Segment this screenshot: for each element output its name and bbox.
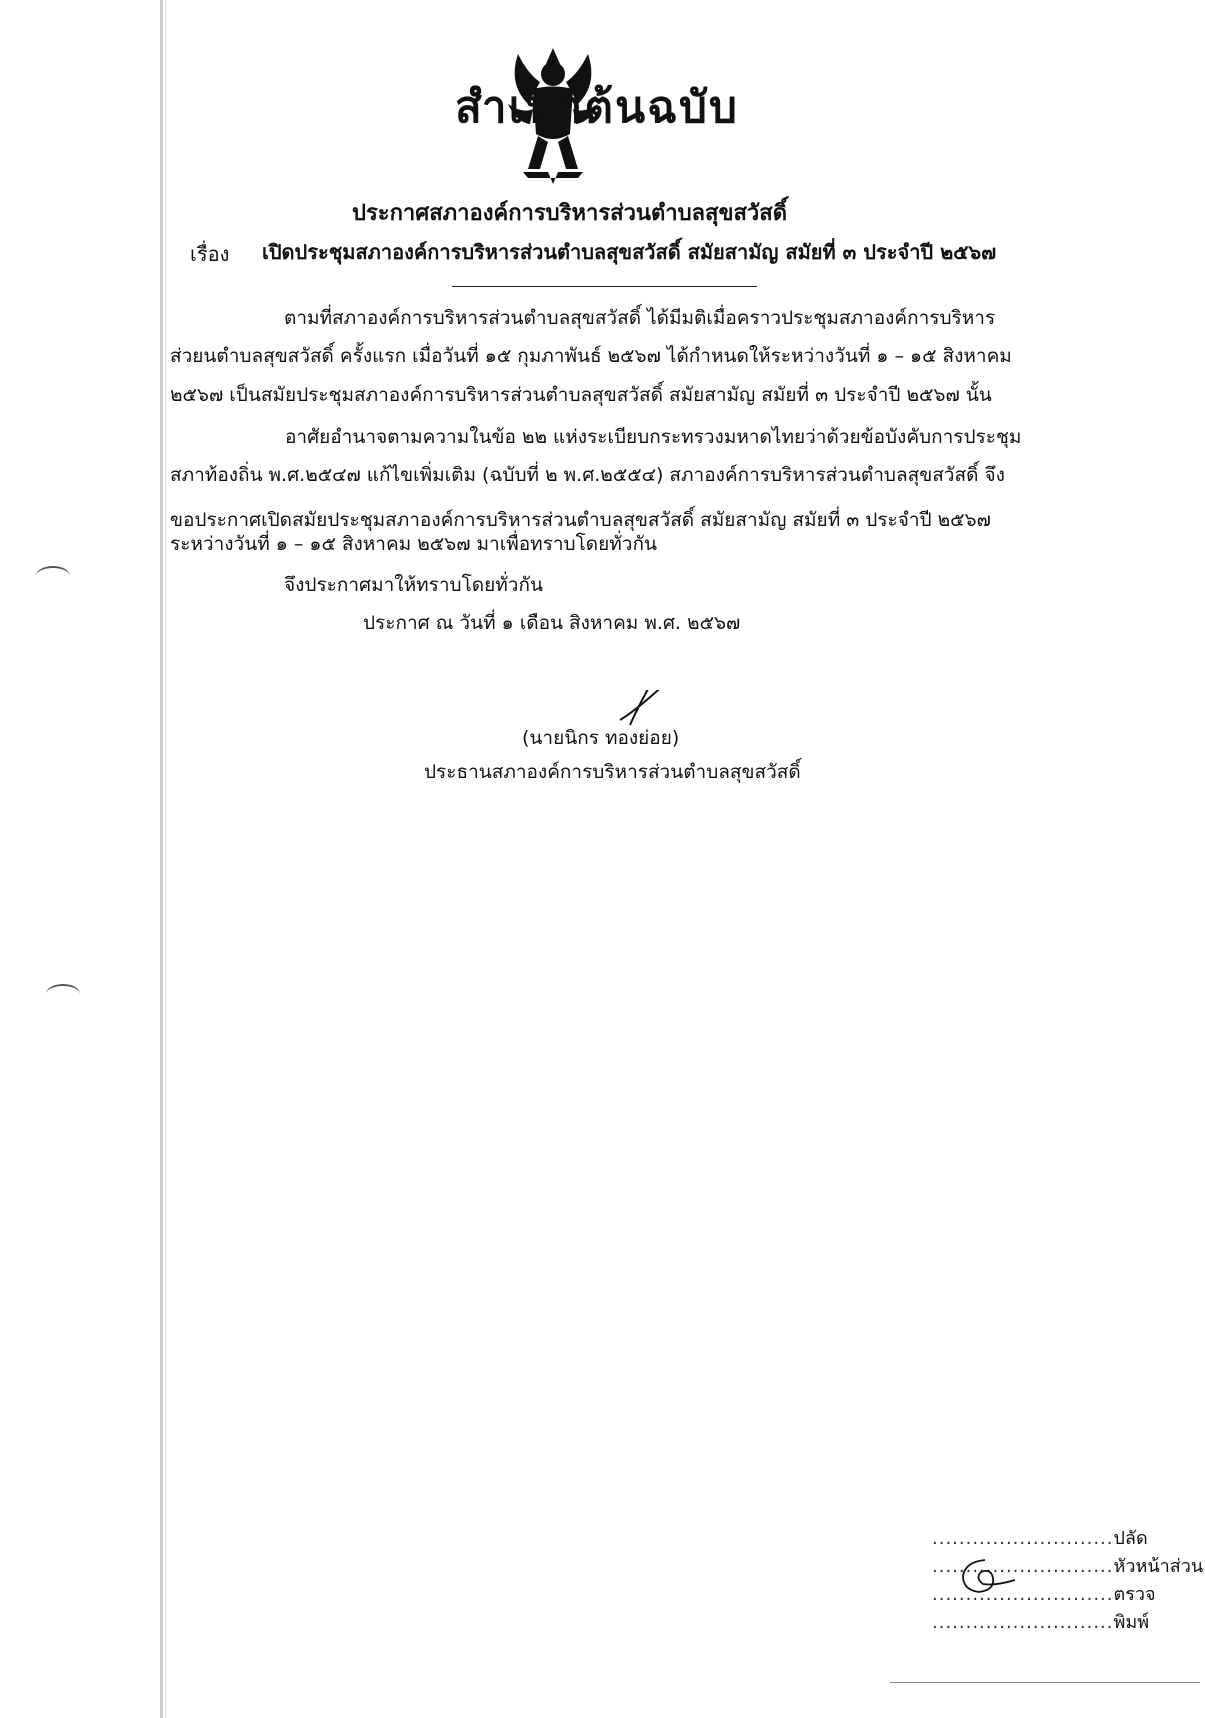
edge-line	[890, 1682, 1200, 1683]
binding-edge	[160, 0, 163, 1718]
body-line: ตามที่สภาองค์การบริหารส่วนตำบลสุขสวัสดิ์ ได้มีมติเมื่อคราวประชุมสภาองค์การบริหาร	[284, 307, 996, 329]
date-line: ประกาศ ณ วันที่ ๑ เดือน สิงหาคม พ.ศ. ๒๕๖๗	[363, 612, 741, 634]
closing-line: จึงประกาศมาให้ทราบโดยทั่วกัน	[284, 574, 543, 596]
initials-mark	[955, 1556, 1025, 1600]
signatory-name: (นายนิกร ทองย่อย)	[522, 727, 680, 749]
page-title: ประกาศสภาองค์การบริหารส่วนตำบลสุขสวัสดิ์	[352, 201, 788, 226]
divider	[452, 286, 757, 287]
routing-item-check: ...........................ตรวจ	[932, 1584, 1156, 1605]
body-line: อาศัยอำนาจตามความในข้อ ๒๒ แห่งระเบียบกระทรวงมหาดไทยว่าด้วยข้อบังคับการประชุม	[285, 426, 1022, 448]
body-line: ๒๕๖๗ เป็นสมัยประชุมสภาองค์การบริหารส่วนตำบลสุขสวัสดิ์ สมัยสามัญ สมัยที่ ๓ ประจำปี ๒๕๖๗ นั้น	[170, 384, 992, 406]
body-line: ระหว่างวันที่ ๑ – ๑๕ สิงหาคม ๒๕๖๗ มาเพื่อทราบโดยทั่วกัน	[170, 533, 657, 555]
punch-hole-mark	[46, 984, 80, 1004]
routing-item-clerk: ...........................ปลัด	[932, 1528, 1148, 1549]
routing-item-head: ...........................หัวหน้าส่วน	[932, 1556, 1204, 1577]
binding-edge-inner	[165, 0, 166, 1718]
subject-label: เรื่อง	[190, 242, 230, 266]
body-line: ส่วยนตำบลสุขสวัสดิ์ ครั้งแรก เมื่อวันที่ ๑๕ กุมภาพันธ์ ๒๕๖๗ ได้กำหนดให้ระหว่างวันที่ ๑ – ๑๕ สิงหาคม	[170, 345, 1012, 367]
punch-hole-mark	[36, 566, 70, 586]
signatory-position: ประธานสภาองค์การบริหารส่วนตำบลสุขสวัสดิ์	[424, 761, 801, 783]
copy-stamp: สำเนาต้นฉบับ	[455, 82, 739, 133]
body-line: สภาท้องถิ่น พ.ศ.๒๕๔๗ แก้ไขเพิ่มเติม (ฉบับที่ ๒ พ.ศ.๒๕๕๔) สภาองค์การบริหารส่วนตำบลสุขสวัสดิ์ จึง	[170, 464, 1005, 486]
body-line: ขอประกาศเปิดสมัยประชุมสภาองค์การบริหารส่วนตำบลสุขสวัสดิ์ สมัยสามัญ สมัยที่ ๓ ประจำปี ๒๕๖๗	[170, 509, 991, 531]
subject-text: เปิดประชุมสภาองค์การบริหารส่วนตำบลสุขสวัสดิ์ สมัยสามัญ สมัยที่ ๓ ประจำปี ๒๕๖๗	[262, 240, 997, 264]
routing-item-typed: ...........................พิมพ์	[932, 1612, 1150, 1633]
